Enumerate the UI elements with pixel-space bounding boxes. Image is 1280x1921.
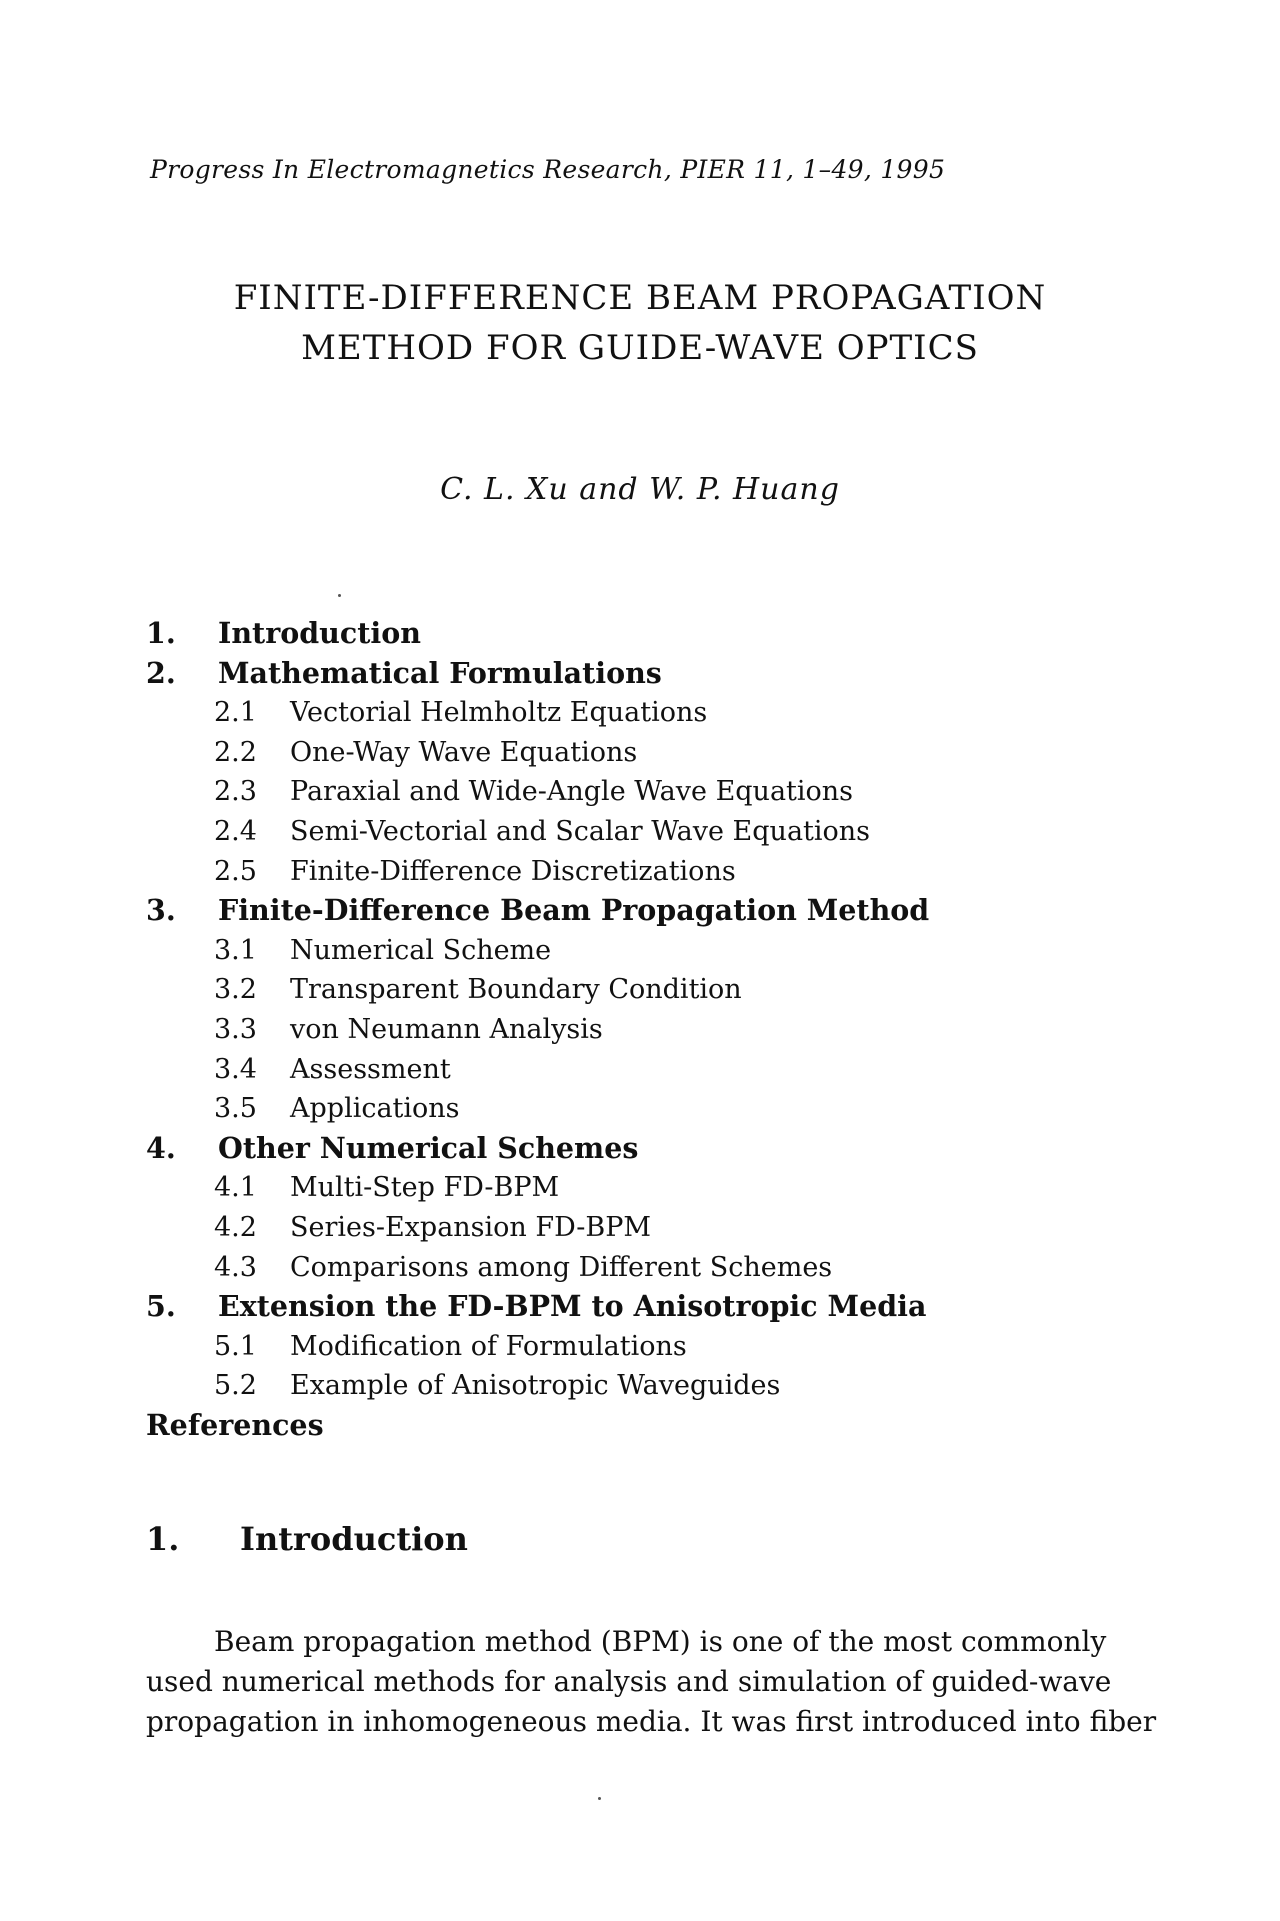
toc-subsection-entry: [146, 1168, 1146, 1208]
body-line: propagation in inhomogeneous media. It was first introduced into fiber: [146, 1705, 1157, 1738]
toc-entry-label: von Neumann Analysis: [290, 1013, 603, 1045]
toc-entry-number: 2.3: [214, 776, 257, 808]
table-of-contents: [146, 614, 1146, 1445]
toc-entry-label: Extension the FD-BPM to Anisotropic Media: [218, 1289, 927, 1324]
toc-entry-number: 2.1: [214, 697, 257, 729]
toc-entry-number: 3.1: [214, 934, 257, 966]
toc-entry-number: 2.4: [214, 815, 257, 847]
toc-entry-number: 4.2: [214, 1211, 257, 1243]
toc-entry-label: Finite-Difference Discretizations: [290, 855, 736, 887]
toc-entry-number: 5.2: [214, 1370, 257, 1402]
toc-entry-label: Modification of Formulations: [290, 1330, 687, 1362]
toc-entry-label: Introduction: [218, 616, 421, 650]
toc-entry-number: 3.: [146, 893, 176, 928]
toc-entry-label: Assessment: [290, 1053, 451, 1085]
toc-subsection-entry: [146, 1208, 1146, 1248]
paper-authors: C. L. Xu and W. P. Huang: [440, 472, 840, 507]
toc-subsection-entry: [146, 1248, 1146, 1288]
toc-entry-label: Series-Expansion FD-BPM: [290, 1211, 652, 1243]
toc-entry-label: Applications: [290, 1093, 460, 1125]
toc-entry-label: Multi-Step FD-BPM: [290, 1172, 560, 1204]
toc-entry-number: 5.1: [214, 1330, 257, 1362]
toc-subsection-entry: [146, 1366, 1146, 1406]
paper-title-line-2: METHOD FOR GUIDE-WAVE OPTICS: [301, 328, 979, 368]
toc-subsection-entry: [146, 1010, 1146, 1050]
toc-section-entry: [146, 1129, 1146, 1169]
toc-entry-label: Vectorial Helmholtz Equations: [290, 697, 708, 729]
scan-speck: [598, 1797, 601, 1800]
toc-entry-number: 2.5: [214, 855, 257, 887]
body-line: used numerical methods for analysis and simulation of guided-wave: [146, 1665, 1112, 1698]
toc-entry-label: Transparent Boundary Condition: [290, 974, 742, 1006]
toc-entry-label: Mathematical Formulations: [218, 655, 662, 690]
toc-entry-label: Example of Anisotropic Waveguides: [290, 1370, 781, 1402]
section-number: 1.: [146, 1520, 180, 1558]
body-paragraph: [146, 1622, 1157, 1742]
toc-subsection-entry: [146, 772, 1146, 812]
toc-subsection-entry: [146, 1327, 1146, 1367]
toc-entry-label: One-Way Wave Equations: [290, 736, 638, 768]
toc-entry-number: 1.: [146, 616, 176, 650]
toc-entry-label: Semi-Vectorial and Scalar Wave Equations: [290, 815, 871, 847]
toc-entry-number: 5.: [146, 1289, 176, 1324]
toc-entry-number: 3.3: [214, 1013, 257, 1045]
toc-entry-number: 3.2: [214, 974, 257, 1006]
toc-section-entry: [146, 654, 1146, 694]
toc-subsection-entry: [146, 931, 1146, 971]
toc-entry-number: 2.: [146, 655, 176, 690]
scan-speck: [338, 594, 341, 597]
toc-subsection-entry: [146, 852, 1146, 892]
toc-entry-number: 4.1: [214, 1172, 257, 1204]
toc-entry-number: 3.5: [214, 1093, 257, 1125]
toc-subsection-entry: [146, 812, 1146, 852]
paper-title-line-1: FINITE-DIFFERENCE BEAM PROPAGATION: [233, 278, 1047, 318]
toc-section-entry: [146, 614, 1146, 654]
toc-entry-number: 2.2: [214, 736, 257, 768]
toc-references: References: [146, 1407, 324, 1442]
body-line: Beam propagation method (BPM) is one of the most commonly: [214, 1625, 1107, 1658]
toc-entry-label: Numerical Scheme: [290, 934, 552, 966]
toc-entry-label: Finite-Difference Beam Propagation Method: [218, 893, 930, 928]
toc-subsection-entry: [146, 733, 1146, 773]
toc-entry-label: Comparisons among Different Schemes: [290, 1251, 833, 1283]
toc-entry-label: Paraxial and Wide-Angle Wave Equations: [290, 776, 854, 808]
toc-section-entry: [146, 1287, 1146, 1327]
toc-entry-number: 3.4: [214, 1053, 257, 1085]
toc-entry-number: 4.: [146, 1130, 176, 1165]
journal-header: Progress In Electromagnetics Research, PIER 11, 1–49, 1995: [150, 155, 946, 184]
toc-subsection-entry: [146, 693, 1146, 733]
toc-subsection-entry: [146, 1050, 1146, 1090]
toc-section-entry: [146, 891, 1146, 931]
toc-entry-label: Other Numerical Schemes: [218, 1130, 639, 1165]
toc-entry-number: 4.3: [214, 1251, 257, 1283]
toc-subsection-entry: [146, 1089, 1146, 1129]
toc-subsection-entry: [146, 970, 1146, 1010]
section-title: Introduction: [240, 1520, 468, 1558]
